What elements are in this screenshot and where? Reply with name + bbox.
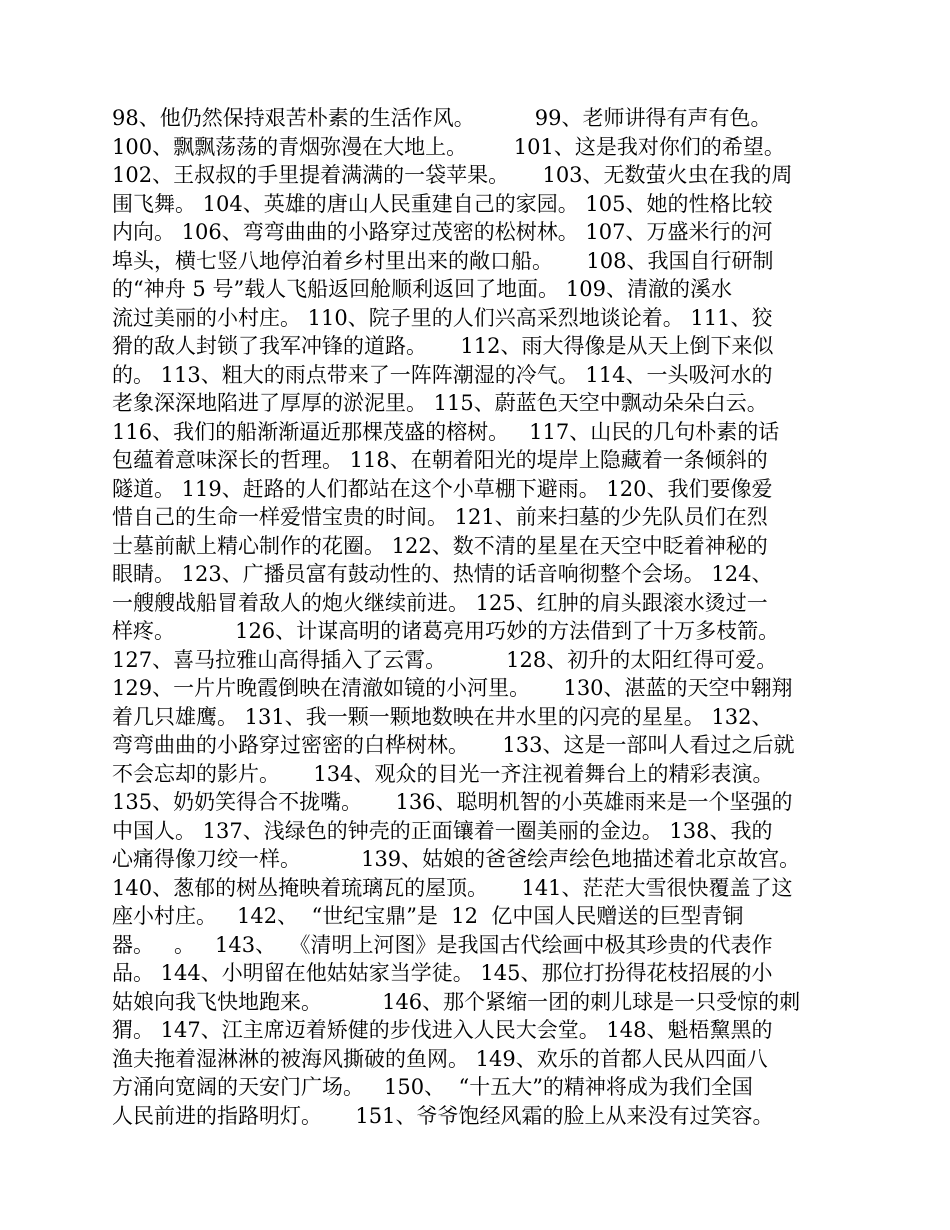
text-line: 样疼。 126、计谋高明的诸葛亮用巧妙的方法借到了十万多枝箭。	[112, 619, 780, 643]
text-line: 姑娘向我飞快地跑来。 146、那个紧缩一团的刺儿球是一只受惊的刺	[112, 989, 801, 1014]
text-line: 包蕴着意味深长的哲理。 118、在朝着阳光的堤岸上隐藏着一条倾斜的	[112, 448, 768, 472]
text-line: 惜自己的生命一样爱惜宝贵的时间。 121、前来扫墓的少先队员们在烈	[112, 505, 768, 529]
text-line: 135、奶奶笑得合不拢嘴。 136、聪明机智的小英雄雨来是一个坚强的	[112, 790, 793, 814]
text-line: 方涌向宽阔的天安门广场。 150、 “十五大”的精神将成为我们全国	[112, 1075, 753, 1099]
text-line: 老象深深地陷进了厚厚的淤泥里。 115、蔚蓝色天空中飘动朵朵白云。	[112, 391, 768, 415]
text-line: 着几只雄鹰。 131、我一颗一颗地数映在井水里的闪亮的星星。 132、	[112, 704, 773, 729]
text-line: 100、飘飘荡荡的青烟弥漫在大地上。 101、这是我对你们的希望。	[112, 134, 785, 159]
text-line: 127、喜马拉雅山高得插入了云霄。 128、初升的太阳红得可爱。	[112, 647, 778, 672]
text-line: 心痛得像刀绞一样。 139、姑娘的爸爸绘声绘色地描述着北京故宫。	[112, 847, 801, 871]
text-line: 眼睛。 123、广播员富有鼓动性的、热情的话音响彻整个会场。 124、	[112, 562, 773, 586]
text-line: 弯弯曲曲的小路穿过密密的白桦树林。 133、这是一部叫人看过之后就	[112, 733, 795, 757]
text-line: 不会忘却的影片。 134、观众的目光一齐注视着舞台上的精彩表演。	[112, 761, 774, 786]
text-line: 隧道。 119、赶路的人们都站在这个小草棚下避雨。 120、我们要像爱	[112, 476, 773, 501]
text-line: 埠头，横七竖八地停泊着乡村里出来的敞口船。 108、我国自行研制	[112, 248, 774, 273]
text-line: 围飞舞。 104、英雄的唐山人民重建自己的家园。 105、她的性格比较	[112, 191, 773, 216]
text-line: 士墓前献上精心制作的花圈。 122、数不清的星星在天空中眨着神秘的	[112, 533, 768, 558]
text-line: 140、葱郁的树丛掩映着琉璃瓦的屋顶。 141、茫茫大雪很快覆盖了这	[112, 875, 793, 900]
text-line: 102、王叔叔的手里提着满满的一袋苹果。 103、无数萤火虫在我的周	[112, 163, 793, 187]
text-line: 流过美丽的小村庄。 110、院子里的人们兴高采烈地谈论着。 111、狡	[112, 305, 773, 330]
text-line: 116、我们的船渐渐逼近那棵茂盛的榕树。 117、山民的几句朴素的话	[112, 419, 780, 444]
text-line: 渔夫拖着湿淋淋的被海风撕破的鱼网。 149、欢乐的首都人民从四面八	[112, 1046, 768, 1071]
text-line: 猾的敌人封锁了我军冲锋的道路。 112、雨大得像是从天上倒下来似	[112, 334, 774, 358]
text-line: 的。 113、粗大的雨点带来了一阵阵潮湿的冷气。 114、一头吸河水的	[112, 362, 773, 387]
text-line: 中国人。 137、浅绿色的钟壳的正面镶着一圈美丽的金边。 138、我的	[112, 818, 773, 843]
text-line: 98、他仍然保持艰苦朴素的生活作风。 99、老师讲得有声有色。	[112, 106, 772, 130]
text-line: 人民前进的指路明灯。 151、爷爷饱经风霜的脸上从来没有过笑容。	[112, 1103, 774, 1128]
text-line: 猬。 147、江主席迈着矫健的步伐进入人民大会堂。 148、魁梧黧黑的	[112, 1018, 773, 1042]
document-body	[112, 104, 842, 1130]
text-line: 器。 。 143、 《清明上河图》是我国古代绘画中极其珍贵的代表作	[112, 932, 773, 957]
text-line: 品。 144、小明留在他姑姑家当学徒。 145、那位打扮得花枝招展的小	[112, 961, 773, 985]
text-line: 的“神舟 5 号”载人飞船返回舱顺利返回了地面。 109、清澈的溪水	[112, 277, 732, 301]
text-line: 一艘艘战船冒着敌人的炮火继续前进。 125、红肿的肩头跟滚水烫过一	[112, 590, 768, 615]
text-line: 座小村庄。 142、 “世纪宝鼎”是 12 亿中国人民赠送的巨型青铜	[112, 904, 744, 928]
text-line: 129、一片片晚霞倒映在清澈如镜的小河里。 130、湛蓝的天空中翱翔	[112, 676, 793, 700]
text-line: 内向。 106、弯弯曲曲的小路穿过茂密的松树林。 107、万盛米行的河	[112, 220, 773, 244]
